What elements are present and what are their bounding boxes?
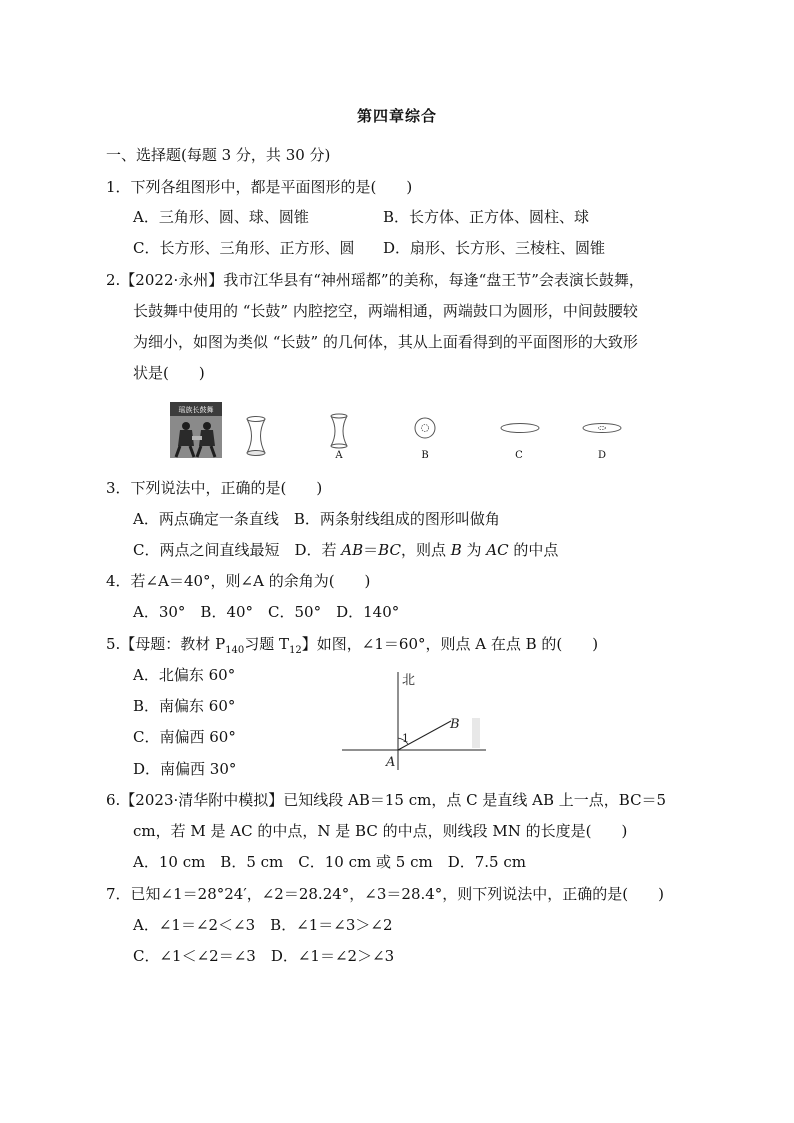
direction-diagram [336,668,486,772]
question-2-line-1: 2.【2022·永州】我市江华县有“神州瑶都”的美称，每逢“盘王节”会表演长鼓舞， [106,271,644,289]
question-4-stem: 4．若∠A＝40°，则∠A 的余角为( ) [106,572,371,590]
question-1-option-b: B．长方体、正方体、圆柱、球 [383,208,590,226]
question-6-line-1: 6.【2023·清华附中模拟】已知线段 AB＝15 cm，点 C 是直线 AB 上一点，BC＝5 [106,791,667,809]
question-3-stem: 3．下列说法中，正确的是( ) [106,479,323,497]
question-5-option-b: B．南偏东 60° [133,697,236,715]
figure-label-d: D [597,450,607,461]
north-label: 北 [402,673,416,688]
option-d-ellipse-figure [580,421,624,435]
option-c-ellipse-figure [498,421,542,435]
question-2-line-2: 长鼓舞中使用的 “长鼓” 内腔挖空，两端相通，两端鼓口为圆形，中间鼓腰较 [133,302,638,320]
question-4-options: A．30° B．40° C．50° D．140° [133,603,400,621]
question-3-options-cd: C．两点之间直线最短 D．若 AB＝BC，则点 B 为 AC 的中点 [133,541,559,559]
point-b-label: B [450,717,460,732]
question-5-option-a: A．北偏东 60° [133,666,236,684]
question-1-option-c: C．长方形、三角形、正方形、圆 [133,239,355,257]
question-7-stem: 7．已知∠1＝28°24′，∠2＝28.24°，∠3＝28.4°，则下列说法中，正确的是( ) [106,885,665,903]
question-6-line-2: cm，若 M 是 AC 的中点，N 是 BC 的中点，则线段 MN 的长度是( ) [133,822,628,840]
question-2-line-3: 为细小，如图为类似 “长鼓” 的几何体，其从上面看得到的平面图形的大致形 [133,333,638,351]
question-7-options-ab: A．∠1＝∠2＜∠3 B．∠1＝∠3＞∠2 [133,916,393,934]
point-a-label: A [386,755,396,770]
option-a-drum-figure [327,413,351,449]
figure-label-a: A [335,450,343,461]
question-6-options: A．10 cm B．5 cm C．10 cm 或 5 cm D．7.5 cm [133,853,526,871]
long-drum-solid [244,415,268,457]
question-3-options-ab: A．两点确定一条直线 B．两条射线组成的图形叫做角 [133,510,500,528]
question-7-options-cd: C．∠1＜∠2＝∠3 D．∠1＝∠2＞∠3 [133,947,395,965]
figure-label-b: B [421,450,429,461]
question-5-option-d: D．南偏西 30° [133,760,237,778]
angle-1-label: 1 [402,732,409,745]
option-b-circles-figure [413,416,437,440]
question-1-option-a: A．三角形、圆、球、圆锥 [133,208,309,226]
question-1-option-d: D．扇形、长方形、三棱柱、圆锥 [383,239,606,257]
question-2-line-4: 状是( ) [133,364,205,382]
photo-caption: 瑶族长鼓舞 [178,406,214,414]
question-1-stem: 1．下列各组图形中，都是平面图形的是( ) [106,178,413,196]
figure-label-c: C [515,450,523,461]
question-5-stem: 5.【母题：教材 $P_{140}$习题 $T_{12}$】如图，∠1＝60°，则点 A 在点 B 的( ) [106,635,599,656]
section-heading: 一、选择题(每题 3 分，共 30 分) [106,146,331,164]
long-drum-dance-photo [170,402,222,458]
question-5-option-c: C．南偏西 60° [133,728,236,746]
page-title: 第四章综合 [356,107,437,125]
